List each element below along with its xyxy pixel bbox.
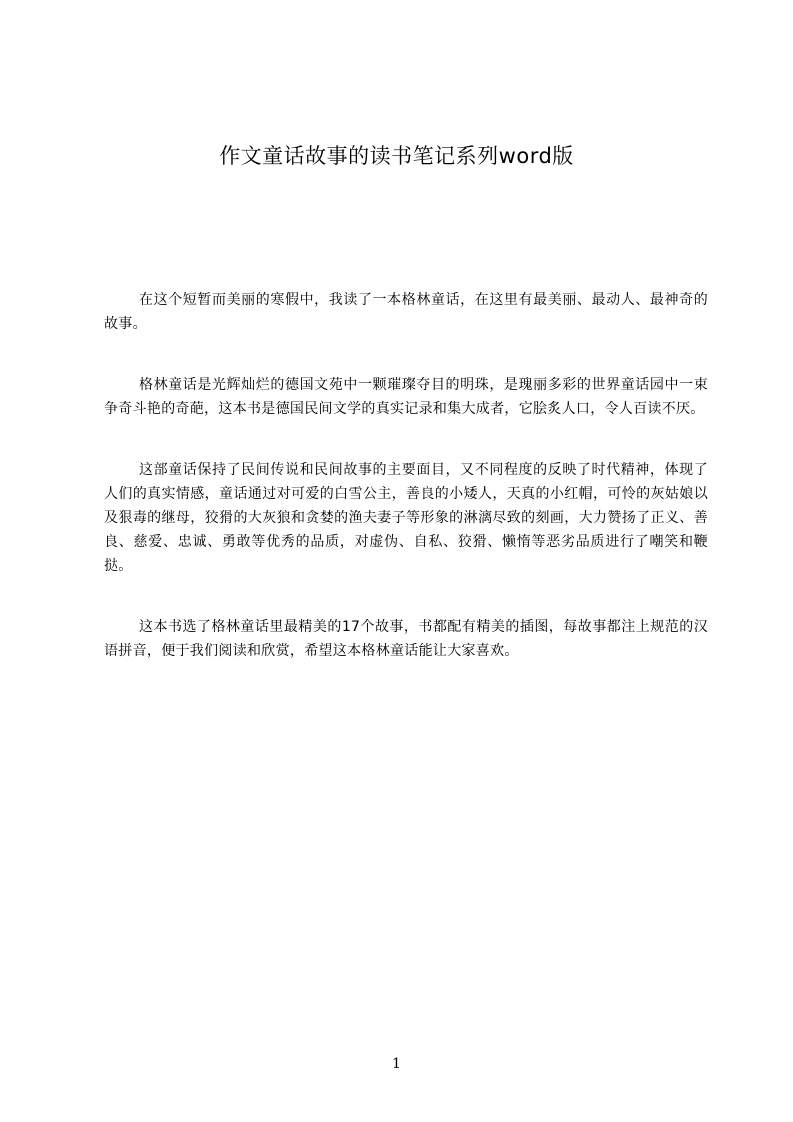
document-body — [104, 288, 708, 700]
page-number: 1 — [392, 1056, 401, 1072]
paragraph-4: 这本书选了格林童话里最精美的17个故事，书都配有精美的插图，每故事都注上规范的汉语拼音，便于我们阅读和欣赏，希望这本格林童话能让大家喜欢。 — [104, 619, 708, 659]
paragraph-3: 这部童话保持了民间传说和民间故事的主要面目，又不同程度的反映了时代精神，体现了人们的真实情感，童话通过对可爱的白雪公主，善良的小矮人，天真的小红帽，可怜的灰姑娘以及狠毒的继母，狡猾的大灰狼和贪婪的渔夫妻子等形象的淋漓尽致的刻画，大力赞扬了正义、善良、慈爱、忠诚、勇敢等优秀的品质，对虚伪、自私、狡猾、懒惰等恶劣品质进行了嘲笑和鞭挞。 — [104, 462, 708, 574]
paragraph-2: 格林童话是光辉灿烂的德国文苑中一颗璀璨夺目的明珠，是瑰丽多彩的世界童话园中一束争奇斗艳的奇葩，这本书是德国民间文学的真实记录和集大成者，它脍炙人口，令人百读不厌。 — [104, 377, 708, 417]
paragraph-1: 在这个短暂而美丽的寒假中，我读了一本格林童话，在这里有最美丽、最动人、最神奇的故事。 — [104, 292, 708, 332]
document-title: 作文童话故事的读书笔记系列word版 — [219, 144, 574, 168]
